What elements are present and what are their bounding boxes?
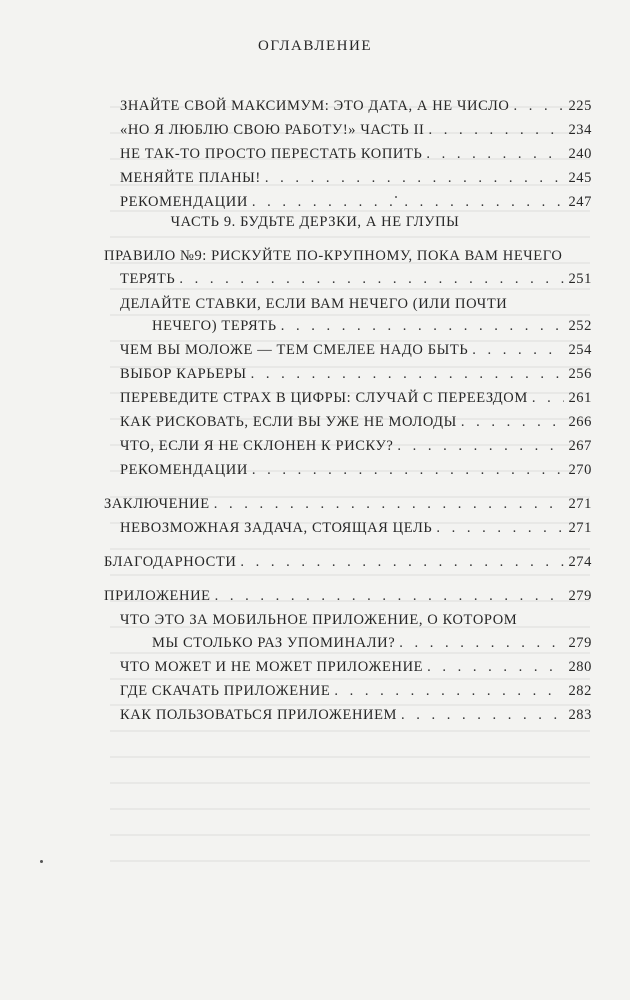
leader-dots	[240, 552, 564, 572]
toc-entry	[104, 586, 592, 606]
toc-entry-title: КАК ПОЛЬЗОВАТЬСЯ ПРИЛОЖЕНИЕМ	[120, 707, 398, 723]
leader-dots	[428, 120, 564, 140]
toc-entry-title: ПЕРЕВЕДИТЕ СТРАХ В ЦИФРЫ: СЛУЧАЙ С ПЕРЕЕЗДОМ	[120, 390, 528, 406]
toc-entry-title: ЧТО, ЕСЛИ Я НЕ СКЛОНЕН К РИСКУ?	[120, 438, 394, 454]
leader-dots	[461, 412, 564, 432]
toc-entry-title: МЕНЯЙТЕ ПЛАНЫ!	[120, 170, 261, 186]
toc-entry-page: 271	[568, 520, 592, 536]
toc-entry	[120, 412, 592, 432]
toc-entry-page: 254	[568, 342, 592, 358]
toc-entry	[120, 705, 592, 725]
toc-entry	[120, 657, 592, 677]
toc-entry	[120, 192, 592, 212]
toc-entry-title: ЧТО МОЖЕТ И НЕ МОЖЕТ ПРИЛОЖЕНИЕ	[120, 659, 424, 675]
leader-dots	[472, 340, 564, 360]
leader-dots	[251, 364, 564, 384]
toc-entry-title: НЕЧЕГО) ТЕРЯТЬ	[152, 318, 277, 334]
toc-entry-page: 267	[568, 438, 592, 454]
toc-entry-page: 266	[568, 414, 592, 430]
toc-entry-title: НЕ ТАК-ТО ПРОСТО ПЕРЕСТАТЬ КОПИТЬ	[120, 146, 423, 162]
leader-dots	[252, 460, 564, 480]
toc-entry-title-line1: ДЕЛАЙТЕ СТАВКИ, ЕСЛИ ВАМ НЕЧЕГО (ИЛИ ПОЧТИ	[120, 296, 508, 312]
leader-dots	[334, 681, 564, 701]
toc-entry-title: РЕКОМЕНДАЦИИ	[120, 194, 248, 210]
toc-entry	[120, 460, 592, 480]
toc-entry	[120, 388, 592, 408]
leader-dots	[179, 269, 564, 289]
toc-entry	[120, 681, 592, 701]
toc-entry	[120, 144, 592, 164]
leader-dots	[214, 494, 564, 514]
toc-entry-page: 282	[568, 683, 592, 699]
toc-entry	[104, 552, 592, 572]
toc-entry	[120, 364, 592, 384]
toc-entry-page: 256	[568, 366, 592, 382]
toc-entry-title-line1: ЧТО ЭТО ЗА МОБИЛЬНОЕ ПРИЛОЖЕНИЕ, О КОТОРОМ	[120, 612, 518, 628]
leader-dots	[514, 96, 565, 116]
ink-speck	[395, 196, 397, 198]
toc-entry	[104, 494, 592, 514]
page-title: ОГЛАВЛЕНИЕ	[258, 38, 372, 54]
toc-entry	[120, 120, 592, 140]
toc-entry-title: «НО Я ЛЮБЛЮ СВОЮ РАБОТУ!» ЧАСТЬ II	[120, 122, 425, 138]
leader-dots	[265, 168, 564, 188]
toc-entry-title: РЕКОМЕНДАЦИИ	[120, 462, 248, 478]
toc-entry-title: КАК РИСКОВАТЬ, ЕСЛИ ВЫ УЖЕ НЕ МОЛОДЫ	[120, 414, 457, 430]
toc-entry-page: 261	[568, 390, 592, 406]
toc-entry	[120, 96, 592, 116]
part-heading: ЧАСТЬ 9. БУДЬТЕ ДЕРЗКИ, А НЕ ГЛУПЫ	[170, 214, 460, 230]
toc-entry	[152, 316, 592, 336]
toc-entry-title: ТЕРЯТЬ	[120, 271, 176, 287]
toc-entry-page: 247	[568, 194, 592, 210]
toc-entry-page: 271	[568, 496, 592, 512]
toc-entry	[120, 436, 592, 456]
leader-dots	[426, 144, 564, 164]
toc-entry	[120, 518, 592, 538]
toc-entry-title: МЫ СТОЛЬКО РАЗ УПОМИНАЛИ?	[152, 635, 396, 651]
toc-entry	[120, 340, 592, 360]
toc-entry-title: ВЫБОР КАРЬЕРЫ	[120, 366, 247, 382]
toc-entry-title: ПРИЛОЖЕНИЕ	[104, 588, 211, 604]
toc-entry-title: ЗНАЙТЕ СВОЙ МАКСИМУМ: ЭТО ДАТА, А НЕ ЧИСЛО	[120, 98, 510, 114]
ink-speck	[40, 860, 43, 863]
leader-dots	[401, 705, 564, 725]
toc-entry-title: ЗАКЛЮЧЕНИЕ	[104, 496, 210, 512]
toc-entry-title: НЕВОЗМОЖНАЯ ЗАДАЧА, СТОЯЩАЯ ЦЕЛЬ	[120, 520, 433, 536]
leader-dots	[215, 586, 564, 606]
toc-entry-page: 280	[568, 659, 592, 675]
leader-dots	[397, 436, 564, 456]
toc-entry-page: 225	[568, 98, 592, 114]
toc-entry-page: 240	[568, 146, 592, 162]
toc-entry-title-line1: ПРАВИЛО №9: РИСКУЙТЕ ПО-КРУПНОМУ, ПОКА ВАМ НЕЧЕГО	[104, 248, 563, 264]
toc-entry-title: БЛАГОДАРНОСТИ	[104, 554, 237, 570]
leader-dots	[281, 316, 564, 336]
toc-entry-title: ЧЕМ ВЫ МОЛОЖЕ — ТЕМ СМЕЛЕЕ НАДО БЫТЬ	[120, 342, 469, 358]
toc-entry-page: 274	[568, 554, 592, 570]
toc-entry-page: 279	[568, 635, 592, 651]
leader-dots	[436, 518, 564, 538]
leader-dots	[427, 657, 564, 677]
toc-entry-page: 270	[568, 462, 592, 478]
toc-entry-page: 234	[568, 122, 592, 138]
toc-entry-page: 283	[568, 707, 592, 723]
leader-dots	[532, 388, 564, 408]
leader-dots	[399, 633, 564, 653]
toc-entry-page: 279	[568, 588, 592, 604]
toc-entry-page: 245	[568, 170, 592, 186]
toc-entry-page: 252	[568, 318, 592, 334]
toc-entry	[120, 269, 592, 289]
toc-entry	[152, 633, 592, 653]
toc-entry-page: 251	[568, 271, 592, 287]
toc-entry-title: ГДЕ СКАЧАТЬ ПРИЛОЖЕНИЕ	[120, 683, 331, 699]
leader-dots	[252, 192, 564, 212]
toc-entry	[120, 168, 592, 188]
